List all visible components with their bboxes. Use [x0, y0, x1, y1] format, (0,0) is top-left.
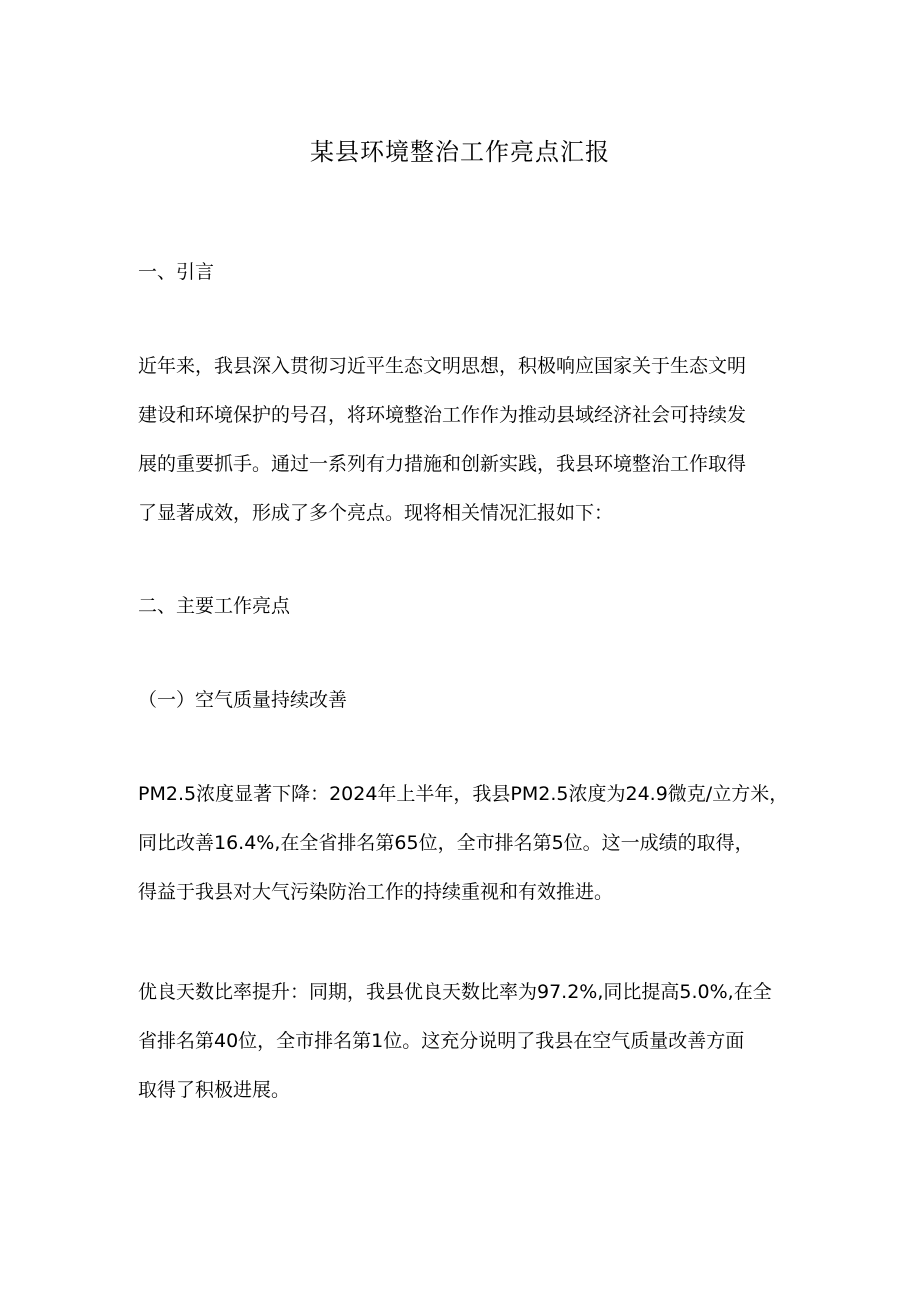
paragraph-line: 展的重要抓手。通过一系列有力措施和创新实践，我县环境整治工作取得	[138, 453, 747, 475]
paragraph-line: 得益于我县对大气污染防治工作的持续重视和有效推进。	[138, 881, 614, 903]
paragraph-line: 优良天数比率提升：同期，我县优良天数比率为97.2%,同比提高5.0%,在全	[138, 981, 772, 1003]
subsection-heading-air-quality: （一）空气质量持续改善	[138, 689, 348, 711]
paragraph-pm25	[138, 770, 788, 917]
paragraph-introduction	[138, 342, 788, 538]
paragraph-line: 了显著成效，形成了多个亮点。现将相关情况汇报如下：	[138, 502, 614, 524]
section-heading-introduction: 一、引言	[138, 261, 215, 283]
paragraph-good-days	[138, 968, 788, 1115]
section-heading-highlights: 二、主要工作亮点	[138, 595, 291, 617]
paragraph-line: 建设和环境保护的号召，将环境整治工作作为推动县域经济社会可持续发	[138, 404, 747, 426]
paragraph-line: 近年来，我县深入贯彻习近平生态文明思想，积极响应国家关于生态文明	[138, 355, 747, 377]
paragraph-line: PM2.5浓度显著下降：2024年上半年，我县PM2.5浓度为24.9微克/立方米，	[138, 783, 789, 805]
paragraph-line: 同比改善16.4%,在全省排名第65位，全市排名第5位。这一成绩的取得，	[138, 832, 754, 854]
paragraph-line: 省排名第40位，全市排名第1位。这充分说明了我县在空气质量改善方面	[138, 1030, 745, 1052]
document-title: 某县环境整治工作亮点汇报	[310, 138, 610, 166]
paragraph-line: 取得了积极进展。	[138, 1079, 291, 1101]
